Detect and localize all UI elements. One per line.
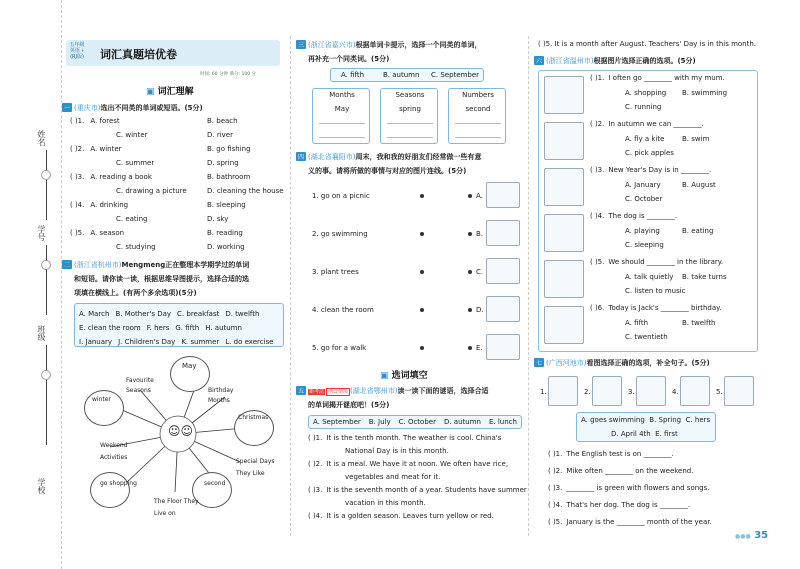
q5-item: [308, 434, 501, 442]
answer-line: [387, 137, 433, 138]
match-dot: [468, 232, 472, 236]
q7-picture: [548, 376, 578, 406]
q7-question: [548, 518, 712, 526]
q7-option: A. goes swimming: [581, 416, 645, 424]
q6-option: A. fly a kite: [625, 135, 665, 143]
q3-line1: 根据单词卡提示，选择一个同类的单词，: [355, 41, 482, 49]
card-heading: Seasons: [395, 91, 425, 99]
q1-option-a: A. reading a book: [90, 173, 152, 181]
q1-item-number: ( )5.: [70, 229, 85, 237]
q6-item-number: ( )3.: [590, 166, 605, 174]
q1-option-d: D. cleaning the house: [207, 187, 284, 195]
q7-item-number: ( )1.: [548, 450, 563, 458]
activity-picture: [486, 182, 520, 208]
q1-instruction: 选出不同类的单词或短语。(5分): [100, 104, 203, 112]
q5-option: E. lunch: [488, 418, 517, 426]
activity-picture: [486, 296, 520, 322]
node-label-weekend: [100, 440, 140, 464]
q5-item-number: ( )1.: [308, 434, 323, 442]
children-group-icon: ☺☺: [168, 424, 194, 438]
q6-picture: [544, 122, 584, 160]
q7-question: [548, 484, 710, 492]
q1-option-b: B. beach: [207, 117, 238, 125]
q5-line1: 读一读下面的谜语，选择合适: [397, 387, 489, 395]
q2-option: L. do exercise: [225, 338, 274, 346]
q5-option: A. September: [312, 418, 361, 426]
node-label-special-days: [236, 456, 282, 480]
card-example: spring: [399, 105, 421, 113]
q7-item-number: ( )4.: [548, 501, 563, 509]
answer-line: [455, 123, 501, 124]
answer-line: [319, 137, 365, 138]
number-line: [46, 245, 47, 315]
q6-option: B. swimming: [682, 89, 728, 97]
q3-number: 三: [298, 42, 305, 49]
column-divider: [528, 36, 529, 536]
q7-option-row: [611, 430, 678, 438]
q5-title: [296, 386, 489, 396]
binding-hole: [41, 260, 51, 270]
q5-badge2: 创设情境: [328, 389, 349, 395]
card-heading: Numbers: [462, 91, 494, 99]
q7-picture: [680, 376, 710, 406]
q4-line2: 义的事。请将所做的事情与对应的图片连线。(5分): [308, 167, 467, 175]
match-dot: [420, 232, 424, 236]
q6-sentence: I often go ________ with my mum.: [608, 74, 725, 82]
q7-options-box: [576, 412, 716, 442]
match-dot: [468, 346, 472, 350]
grade-line: 五年级: [69, 42, 85, 48]
q7-picture-number: 4.: [672, 388, 679, 396]
answer-line: [319, 123, 365, 124]
q6-option: C. twentieth: [625, 333, 668, 341]
q6-question: [590, 212, 677, 220]
match-dot: [420, 270, 424, 274]
q5-item-number: ( )3.: [308, 486, 323, 494]
q6-question: [590, 166, 711, 174]
q7-title: [534, 358, 710, 368]
q1-option-c: C. winter: [116, 131, 148, 139]
q2-option: E. clean the room: [79, 324, 141, 332]
binding-strip: [0, 0, 62, 569]
match-dot: [468, 270, 472, 274]
q6-picture: [544, 214, 584, 252]
subject-line: 英语 ⊦: [69, 48, 85, 54]
q7-question: [548, 450, 674, 458]
activity-picture: [486, 258, 520, 284]
q6-option: B. August: [682, 181, 716, 189]
match-dot: [420, 346, 424, 350]
word-card: [312, 88, 370, 144]
q2-option: H. autumn: [205, 324, 242, 332]
q1-option-c: C. drawing a picture: [116, 187, 187, 195]
q6-sentence: The dog is ________.: [608, 212, 678, 220]
q2-option: J. Children's Day: [118, 338, 176, 346]
node-label-floor: [154, 496, 200, 520]
activity-item: 2. go swimming: [312, 230, 368, 238]
q5-number: 五: [298, 388, 305, 395]
section-heading-vocab: [146, 84, 194, 97]
q7-question: [548, 501, 690, 509]
q5-item-text-cont: vacation in this month.: [345, 499, 426, 507]
q2-line1: Mengmeng正在整理本学期学过的单词: [121, 261, 250, 269]
q6-question: [590, 304, 722, 312]
name-line: [46, 150, 47, 220]
node-text: Favourite Seasons: [126, 377, 154, 394]
card-example: second: [465, 105, 491, 113]
node-label-winter: winter: [92, 396, 111, 403]
q6-picture: [544, 260, 584, 298]
q5-item-5: [538, 40, 756, 48]
book-icon: ▣: [380, 371, 389, 381]
q6-sentence: We should ________ in the library.: [608, 258, 724, 266]
q7-sentence: January is the ________ month of the year.: [566, 518, 712, 526]
q2-option: A. March: [79, 310, 110, 318]
answer-line: [455, 137, 501, 138]
q6-title: [534, 56, 696, 66]
q5-item: [308, 460, 508, 468]
q5-region: (湖北省鄂州市): [350, 387, 398, 395]
q6-option: A. playing: [625, 227, 660, 235]
q2-region: (浙江省杭州市): [74, 261, 122, 269]
node-text: Special Days They Like: [236, 458, 275, 477]
q1-option-b: B. go fishing: [207, 145, 251, 153]
q3-options-box: [330, 68, 484, 82]
q7-picture: [636, 376, 666, 406]
q2-line3: 项填在横线上。(有两个多余选项)(5分): [74, 289, 197, 297]
q7-option: D. April 4th: [611, 430, 651, 438]
q5-item: [308, 512, 494, 520]
q3-title: [296, 40, 481, 50]
q7-option-row: [581, 416, 710, 424]
q2-number: 二: [64, 262, 71, 269]
q1-option-c: C. eating: [116, 215, 148, 223]
q6-option: B. eating: [682, 227, 714, 235]
q2-title: [62, 260, 249, 270]
q6-number: 六: [536, 58, 543, 65]
q2-option: G. fifth: [175, 324, 200, 332]
match-dot: [468, 194, 472, 198]
card-heading: Months: [329, 91, 355, 99]
q1-option-a: A. winter: [90, 145, 122, 153]
activity-item: 1. go on a picnic: [312, 192, 370, 200]
q2-options-box: [74, 303, 284, 347]
q7-item-number: ( )3.: [548, 484, 563, 492]
q3-region: (浙江省嘉兴市): [308, 41, 356, 49]
q5-option: C. October: [398, 418, 436, 426]
q6-option: A. talk quietly: [625, 273, 674, 281]
q5-item-text: It is the seventh month of a year. Students have summer: [326, 486, 527, 494]
q6-picture: [544, 76, 584, 114]
q6-region: (浙江省温州市): [546, 57, 594, 65]
q1-option-b: B. sleeping: [207, 201, 246, 209]
q3-option-a: A. fifth: [341, 71, 365, 79]
q1-title: [62, 103, 203, 113]
q6-question: [590, 120, 704, 128]
column-divider: [290, 36, 291, 536]
q6-item-number: ( )2.: [590, 120, 605, 128]
q7-option: C. hers: [685, 416, 711, 424]
q1-row: [70, 173, 152, 181]
q7-picture: [592, 376, 622, 406]
q1-option-d: D. river: [207, 131, 233, 139]
q1-option-a: A. drinking: [90, 201, 129, 209]
q7-sentence: Mike often ________ on the weekend.: [566, 467, 694, 475]
q2-option-row: [79, 321, 279, 335]
q6-option: C. pick apples: [625, 149, 674, 157]
node-text: The Floor They Live on: [154, 498, 199, 517]
q7-picture-number: 1.: [540, 388, 547, 396]
activity-item: 3. plant trees: [312, 268, 359, 276]
q6-sentence: New Year's Day is in ________.: [608, 166, 712, 174]
q2-option: F. hers: [146, 324, 170, 332]
q7-sentence: The English test is on ________.: [566, 450, 674, 458]
q5-option: B. July: [368, 418, 391, 426]
q1-option-d: D. working: [207, 243, 245, 251]
q1-item-number: ( )1.: [70, 117, 85, 125]
q6-item-number: ( )1.: [590, 74, 605, 82]
q6-instruction: 根据图片选择正确的选项。(5分): [593, 57, 696, 65]
q4-region: (湖北省襄阳市): [308, 153, 356, 161]
q2-option: C. breakfast: [177, 310, 220, 318]
picture-letter: E.: [476, 344, 483, 352]
q7-number: 七: [536, 360, 543, 367]
page-number-text: 35: [754, 530, 769, 541]
activity-item: 5. go for a walk: [312, 344, 367, 352]
q6-option: C. sleeping: [625, 241, 664, 249]
q1-number: 一: [64, 105, 71, 112]
q5-item-text: It is the tenth month. The weather is cool. China's: [326, 434, 502, 442]
q1-row: [70, 117, 120, 125]
q6-item-number: ( )6.: [590, 304, 605, 312]
q5-item-text-cont: National Day is in this month.: [345, 447, 449, 455]
number-label: 学号: [37, 225, 46, 241]
activity-picture: [486, 220, 520, 246]
node-label-birthday-months: [208, 386, 244, 406]
q5-badge: 新考法: [309, 389, 325, 395]
mind-map: [70, 352, 285, 522]
q6-option: C. October: [625, 195, 663, 203]
q7-sentence: That's her dog. The dog is ________.: [566, 501, 691, 509]
edition-line: (RJ版): [70, 54, 84, 60]
q6-option: A. January: [625, 181, 661, 189]
q5-line2: 的单词揭开谜底吧！(5分): [308, 401, 390, 409]
q1-option-c: C. studying: [116, 243, 156, 251]
q2-option: K. summer: [181, 338, 220, 346]
card-example: May: [334, 105, 350, 113]
node-label-christmas: Christmas: [238, 414, 269, 421]
q2-option: B. Mother's Day: [115, 310, 172, 318]
q5-item-text-cont: vegetables and meat for it.: [345, 473, 441, 481]
q7-instruction: 看图选择正确的选项，补全句子。(5分): [586, 359, 710, 367]
q6-option: A. fifth: [625, 319, 649, 327]
q5-item-number: ( )4.: [308, 512, 323, 520]
q7-sentence: ________ is green with flowers and songs.: [566, 484, 710, 492]
answer-line: [387, 123, 433, 124]
q6-option: B. take turns: [682, 273, 727, 281]
grade-tag: [66, 42, 88, 64]
q6-sentence: In autumn we can ________.: [608, 120, 704, 128]
q5-item-number: ( )5.: [538, 40, 553, 48]
q7-item-number: ( )5.: [548, 518, 563, 526]
q3-option-c: C. September: [431, 71, 480, 79]
node-label-may: May: [182, 362, 197, 370]
q6-option: A. shopping: [625, 89, 667, 97]
q1-item-number: ( )3.: [70, 173, 85, 181]
node-label-go-shopping: go shopping: [100, 480, 137, 487]
q2-option: I. January: [79, 338, 113, 346]
q1-option-a: A. forest: [90, 117, 120, 125]
q7-picture: [724, 376, 754, 406]
q1-option-d: D. spring: [207, 159, 239, 167]
q5-item-text: It is a meal. We have it at noon. We often have rice,: [326, 460, 509, 468]
page-number: [735, 530, 768, 541]
node-label-favourite-seasons: [126, 376, 166, 396]
node-text: Weekend Activities: [100, 442, 128, 461]
q6-question: [590, 258, 723, 266]
class-label: 班级: [37, 325, 46, 341]
class-line: [46, 345, 47, 445]
q1-option-b: B. reading: [207, 229, 243, 237]
picture-letter: B.: [476, 230, 484, 238]
q1-option-b: B. bathroom: [207, 173, 251, 181]
q2-option-row: [79, 335, 279, 349]
q1-row: [70, 229, 124, 237]
picture-letter: D.: [476, 306, 484, 314]
picture-letter: C.: [476, 268, 484, 276]
q3-line2: 再补充一个同类词。(5分): [308, 55, 390, 63]
q1-item-number: ( )2.: [70, 145, 85, 153]
q7-option: B. Spring: [649, 416, 682, 424]
q6-picture: [544, 168, 584, 206]
q1-option-a: A. season: [90, 229, 125, 237]
q7-item-number: ( )2.: [548, 467, 563, 475]
q7-option: E. first: [655, 430, 678, 438]
q7-picture-number: 5.: [716, 388, 723, 396]
q1-row: [70, 201, 128, 209]
binding-hole: [41, 170, 51, 180]
match-dot: [420, 194, 424, 198]
q6-question: [590, 74, 725, 82]
section-title: 词汇理解: [157, 87, 194, 97]
q2-option: D. twelfth: [225, 310, 260, 318]
exam-meta: 时间: 60 分钟 满分: 100 分: [200, 72, 256, 77]
school-label: 学校: [37, 478, 46, 494]
activity-picture: [486, 334, 520, 360]
map-node-go-shopping: [90, 472, 130, 508]
q7-picture-number: 3.: [628, 388, 635, 396]
picture-letter: A.: [476, 192, 483, 200]
activity-item: 4. clean the room: [312, 306, 374, 314]
q1-row: [70, 145, 122, 153]
node-label-second: second: [204, 480, 226, 487]
word-card: [448, 88, 506, 144]
q6-option: C. running: [625, 103, 662, 111]
q5-item: [308, 486, 527, 494]
q6-item-number: ( )4.: [590, 212, 605, 220]
q6-sentence: Today is Jack's ________ birthday.: [608, 304, 722, 312]
section-heading-fill: [380, 368, 428, 381]
q1-region: (重庆市): [74, 104, 101, 112]
q5-item-number: ( )2.: [308, 460, 323, 468]
q7-question: [548, 467, 693, 475]
q4-title: [296, 152, 481, 162]
q2-option-row: [79, 307, 279, 321]
book-icon: ▣: [146, 87, 155, 97]
q4-number: 四: [298, 154, 305, 161]
page-title: 词汇真题培优卷: [100, 48, 177, 61]
q1-option-d: D. sky: [207, 215, 229, 223]
q5-item-text: It is a golden season. Leaves turn yellow or red.: [326, 512, 494, 520]
dots-decoration: ●●●: [735, 533, 751, 540]
q6-item-number: ( )5.: [590, 258, 605, 266]
q6-option: B. twelfth: [682, 319, 716, 327]
q1-option-c: C. summer: [116, 159, 155, 167]
q5-option: D. autumn: [443, 418, 481, 426]
q5-options-box: [308, 415, 522, 429]
match-dot: [468, 308, 472, 312]
binding-hole: [41, 370, 51, 380]
q5-item-text: It is a month after August. Teachers' Day is in this month.: [554, 40, 757, 48]
name-label: 姓名: [37, 130, 46, 146]
match-dot: [420, 308, 424, 312]
q1-item-number: ( )4.: [70, 201, 85, 209]
q6-option: B. swim: [682, 135, 710, 143]
q7-picture-number: 2.: [584, 388, 591, 396]
q7-region: (广西河池市): [546, 359, 587, 367]
q4-line1: 周末，我和我的好朋友们经常做一些有意: [355, 153, 482, 161]
section-title: 选词填空: [391, 371, 428, 381]
word-card: [380, 88, 438, 144]
node-text: Birthday Months: [208, 387, 234, 404]
q3-option-b: B. autumn: [383, 71, 420, 79]
q6-picture: [544, 306, 584, 344]
q2-line2: 和短语。请你读一读，根据思维导图提示，选择合适的选: [74, 275, 249, 283]
q6-option: C. listen to music: [625, 287, 686, 295]
